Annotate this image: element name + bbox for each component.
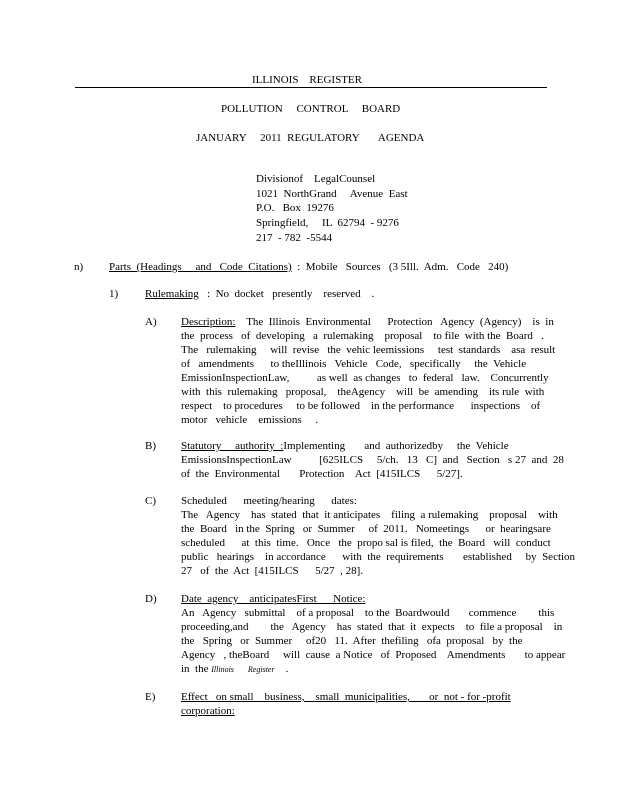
section-n-rest: : Mobile Sources (3 5Ill. Adm. Code 240) [291, 261, 509, 273]
item-c-marker: C) [145, 495, 156, 507]
item-a-line-6: respect to procedures to be followed in the performance inspections of [181, 400, 541, 412]
item-d-line-0: An Agency submittal of a proposal to the Boardwould commence this [181, 607, 555, 619]
item-c-label: Scheduled meeting/hearing dates: [181, 495, 357, 507]
item-a-line-7: motor vehicle emissions . [181, 414, 319, 426]
item-d-marker: D) [145, 593, 157, 605]
address-line-4: Springfield, IL 62794 - 9276 [256, 217, 399, 229]
item-d-italic-1: Illinois [211, 665, 234, 674]
address-line-2: 1021 NorthGrand Avenue East [256, 188, 408, 200]
item-d-line-3: Agency , theBoard will cause a Notice of Proposed Amendments to appear [181, 649, 566, 661]
item-b-statutory [181, 439, 564, 481]
item-1-rest: : No docket presently reserved . [198, 288, 375, 300]
section-n-heading: Parts (Headings and Code Citations) [109, 261, 292, 273]
item-e-line-2: corporation: [181, 705, 235, 717]
item-1-label: Rulemaking [145, 288, 199, 300]
item-d-line-2: the Spring or Summer of20 11. After thefiling ofa proposal by the [181, 635, 523, 647]
item-d-line-1: proceeding,and the Agency has stated that it expects to file a proposal in [181, 621, 563, 633]
item-1-line [145, 287, 374, 301]
item-c-line-4: 27 of the Act [415ILCS 5/27 , 28]. [181, 565, 364, 577]
header-board: POLLUTION CONTROL BOARD [221, 103, 401, 115]
item-d-first-notice: Date agency anticipatesFirst Notice: An Agency submittal of a proposal to the Boardwould commence this proceeding,and the Agency has stated that it expects to file a proposal in the Spring or Summer of20 11. After thefiling ofa proposal by the Agency , theBoard will cause a Notice of Proposed Amendments to appear in the Illinois Register . [181, 593, 566, 675]
item-c-dates [181, 494, 575, 578]
section-n-marker: n) [74, 261, 84, 273]
item-a-line-3: of amendments to theIllinois Vehicle Code, specifically the Vehicle [181, 358, 527, 370]
item-e-effect [181, 690, 511, 718]
item-b-marker: B) [145, 440, 156, 452]
item-c-line-3: public hearings in accordance with the requirements established by Section [181, 551, 576, 563]
item-a-line-1: the process of developing a rulemaking proposal to file with the Board . [181, 330, 544, 342]
item-d-label: Date agency anticipatesFirst Notice: [181, 593, 366, 605]
item-d-italic-2: Register [247, 665, 275, 674]
item-e-marker: E) [145, 691, 156, 703]
header-register: ILLINOIS REGISTER [252, 74, 362, 86]
item-a-description [181, 315, 555, 427]
address-line-1: Divisionof LegalCounsel [256, 173, 376, 185]
item-c-line-1: the Board in the Spring or Summer of 2011. Nomeetings or hearingsare [181, 523, 551, 535]
item-a-line-0: The Illinois Environmental Protection Agency (Agency) is in [235, 316, 554, 328]
section-n-line [109, 260, 508, 274]
item-d-line-4: in the [181, 663, 212, 675]
item-a-line-5: with this rulemaking proposal, theAgency will be amending its rule with [181, 386, 545, 398]
item-1-marker: 1) [109, 288, 119, 300]
item-a-marker: A) [145, 316, 157, 328]
item-c-line-2: scheduled at this time. Once the propo sal is filed, the Board will conduct [181, 537, 551, 549]
item-a-line-2: The rulemaking will revise the vehic leemissions test standards asa result [181, 344, 556, 356]
item-a-label: Description: [181, 316, 236, 328]
item-c-line-0: The Agency has stated that it anticipates filing a rulemaking proposal with [181, 509, 558, 521]
item-b-line-2: of the Environmental Protection Act [415ILCS 5/27]. [181, 468, 463, 480]
header-rule [75, 87, 547, 88]
item-b-line-0: Implementing and authorizedby the Vehicle [283, 440, 509, 452]
header-agenda: JANUARY 2011 REGULATORY AGENDA [196, 132, 425, 144]
address-line-5: 217 - 782 -5544 [256, 232, 333, 244]
item-e-line-1: Effect on small business, small municipalities, or not - for -profit [181, 691, 511, 703]
address-line-3: P.O. Box 19276 [256, 202, 334, 214]
item-b-line-1: EmissionsInspectionLaw [625ILCS 5/ch. 13 C] and Section s 27 and 28 [181, 454, 564, 466]
item-a-line-4: EmissionInspectionLaw, as well as changes to federal law. Concurrently [181, 372, 549, 384]
item-b-label: Statutory authority : [181, 440, 284, 452]
